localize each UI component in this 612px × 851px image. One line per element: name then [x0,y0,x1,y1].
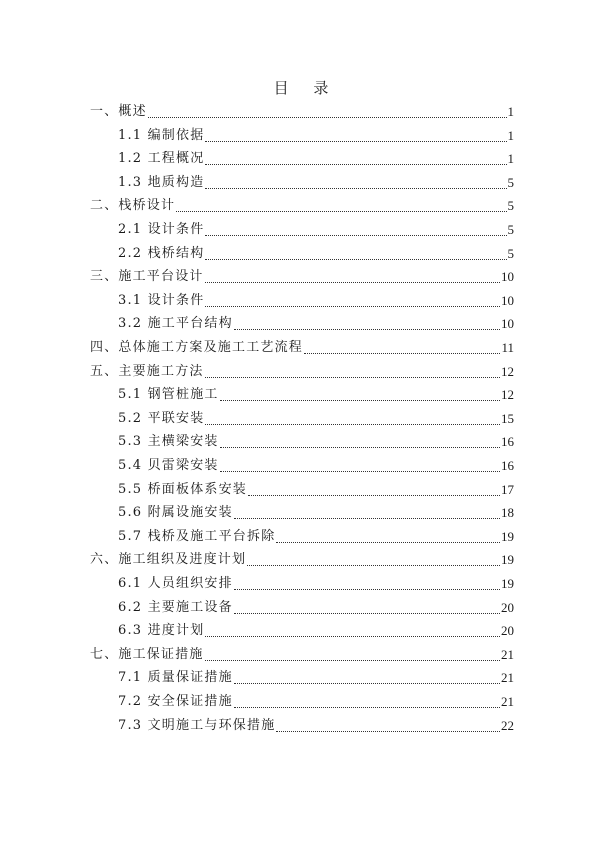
toc-entry[interactable] [118,620,514,642]
toc-entry-label: 7.2 安全保证措施 [118,694,233,709]
toc-entry-page-number: 22 [501,717,514,733]
toc-entry-label: 6.2 主要施工设备 [118,599,233,615]
toc-entry[interactable] [118,526,514,548]
toc-leader-dots [247,549,500,566]
toc-leader-dots [205,148,506,165]
toc-entry-label: 1.1 编制依据 [118,127,205,143]
toc-entry-label: 7.3 文明施工与环保措施 [118,717,276,733]
toc-entry-page-number: 1 [507,127,514,143]
toc-entry-label: 七、施工保证措施 [90,646,204,662]
toc-entry-page-number: 15 [501,410,514,426]
toc-entry-page-number: 12 [501,387,514,403]
toc-entry[interactable] [90,266,514,288]
toc-entry-page-number: 5 [507,245,514,261]
toc-entry[interactable] [118,715,514,737]
toc-leader-dots [205,125,506,142]
toc-leader-dots [234,667,500,684]
toc-entry-page-number: 21 [501,670,514,686]
toc-leader-dots [234,502,500,519]
toc-entry-label: 二、栈桥设计 [90,198,176,214]
toc-entry[interactable] [118,573,514,595]
toc-leader-dots [205,644,500,661]
toc-entry[interactable] [90,549,514,571]
toc-entry-label: 5.7 栈桥及施工平台拆除 [118,528,276,544]
toc-entry[interactable] [118,384,514,406]
toc-entry[interactable] [90,644,514,666]
toc-entry-label: 5.5 桥面板体系安装 [118,481,248,497]
toc-leader-dots [176,195,506,212]
toc-entry-page-number: 19 [501,528,514,544]
toc-entry[interactable] [90,337,514,359]
toc-entry-label: 五、主要施工方法 [90,363,204,379]
toc-entry-page-number: 20 [501,623,514,639]
toc-entry[interactable] [118,667,514,689]
toc-entry-label: 六、施工组织及进度计划 [90,552,247,568]
toc-entry-page-number: 10 [501,316,514,332]
toc-leader-dots [205,620,500,637]
toc-entry-page-number: 10 [501,269,514,285]
toc-entry-label: 6.1 人员组织安排 [118,576,233,591]
toc-entry-page-number: 1 [507,104,514,119]
toc-entry-page-number: 16 [501,458,514,473]
toc-entry-page-number: 19 [501,552,514,568]
toc-entry-label: 7.1 质量保证措施 [118,670,233,686]
toc-leader-dots [205,361,500,378]
toc-entry-label: 3.2 施工平台结构 [118,316,233,332]
toc-entry[interactable] [118,219,514,241]
toc-entry-label: 四、总体施工方案及施工工艺流程 [90,340,304,355]
toc-entry[interactable] [90,361,514,383]
toc-entry-label: 2.1 设计条件 [118,222,205,237]
toc-leader-dots [205,219,506,236]
toc-entry-page-number: 1 [507,151,514,167]
toc-entry-page-number: 20 [501,599,514,615]
toc-entry-page-number: 11 [501,340,514,355]
toc-entry-label: 5.3 主横梁安装 [118,434,219,450]
toc-entry-label: 1.3 地质构造 [118,174,205,190]
toc-entry-page-number: 21 [501,694,514,709]
toc-entry[interactable] [118,172,514,194]
toc-entry-page-number: 5 [507,222,514,237]
toc-leader-dots [220,384,500,401]
toc-entry-page-number: 21 [501,646,514,662]
toc-entry-page-number: 18 [501,505,514,521]
toc-entry-page-number: 17 [501,481,514,497]
toc-entry[interactable] [118,479,514,501]
toc-leader-dots [234,313,500,330]
toc-entry[interactable] [118,148,514,170]
toc-leader-dots [148,101,507,118]
toc-entry-page-number: 16 [501,434,514,450]
toc-entry[interactable] [90,101,514,123]
toc-leader-dots [205,172,506,189]
toc-entry-label: 1.2 工程概况 [118,151,205,167]
toc-entry-label: 6.3 进度计划 [118,623,205,639]
toc-entry[interactable] [118,313,514,335]
toc-entry[interactable] [118,125,514,147]
toc-entry-label: 5.1 钢管桩施工 [118,387,219,403]
toc-entry-page-number: 12 [501,363,514,379]
toc-entry[interactable] [118,691,514,713]
toc-leader-dots [220,431,500,448]
toc-entry[interactable] [118,502,514,524]
toc-entry[interactable] [118,455,514,477]
toc-title: 目 录 [273,79,339,97]
toc-entry[interactable] [118,597,514,619]
toc-entry[interactable] [118,408,514,430]
toc-leader-dots [220,455,500,472]
toc-leader-dots [205,243,506,260]
toc-entry-label: 5.2 平联安装 [118,410,205,426]
toc-entry-label: 三、施工平台设计 [90,269,204,285]
toc-leader-dots [234,597,500,614]
toc-leader-dots [205,408,500,425]
toc-entry-label: 5.4 贝雷梁安装 [118,458,219,473]
toc-entry-page-number: 19 [501,576,514,591]
toc-leader-dots [276,715,500,732]
toc-entry-label: 2.2 栈桥结构 [118,245,205,261]
toc-entry-page-number: 5 [507,174,514,190]
toc-leader-dots [234,573,500,590]
toc-entry[interactable] [118,431,514,453]
toc-entry[interactable] [90,195,514,217]
toc-entry-page-number: 10 [501,292,514,308]
toc-entry-label: 3.1 设计条件 [118,292,205,308]
toc-entry-label: 5.6 附属设施安装 [118,505,233,521]
toc-leader-dots [234,691,500,708]
toc-leader-dots [304,337,500,354]
toc-entry[interactable] [118,243,514,265]
toc-leader-dots [248,479,500,496]
toc-entry-label: 一、概述 [90,104,147,119]
toc-leader-dots [276,526,500,543]
toc-leader-dots [205,290,500,307]
toc-entry[interactable] [118,290,514,312]
toc-entry-page-number: 5 [507,198,514,214]
toc-leader-dots [205,266,500,283]
